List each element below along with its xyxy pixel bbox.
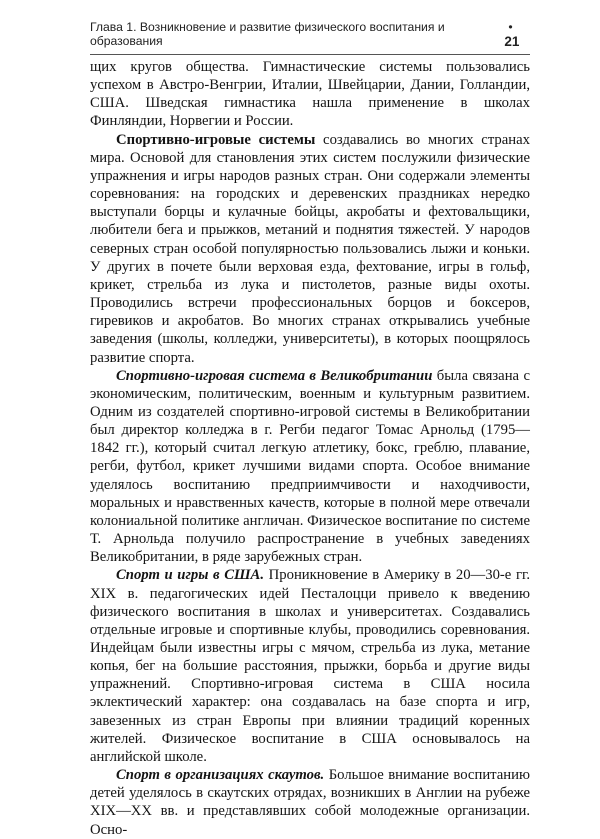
chapter-title: Глава 1. Возникновение и развитие физического воспитания и образования [90, 20, 445, 48]
paragraph-great-britain [90, 367, 530, 567]
page-number-group [504, 20, 530, 49]
paragraph-continuation [90, 58, 530, 131]
paragraph-sport-game-systems [90, 131, 530, 367]
paragraph-heading: Спортивно-игровые системы [116, 131, 316, 148]
paragraph-heading: Спортивно-игровая система в Великобритании [116, 367, 433, 384]
running-header [90, 20, 530, 55]
paragraph-text: Проникновение в Америку в 20—30-е гг. XIX в. педагогических идей Песталоцци привело к введению физического воспитания в школах и университетах. Создавались отдельные игровые и спортивные клубы, проводились соревнования. Индейцам были известны игры с мячом, стрельба из лука, метание копья, бег на большие расстояния, прыжки, борьба и другие виды упражнений. Спортивно-игровая система в США носила эклектический характер: она создавалась на базе спорта и игр, завезенных из стран Европы при влиянии традиций коренных жителей. Физическое воспитание в США основывалось на английской школе. [90, 567, 531, 765]
paragraph-heading: Спорт в организациях скаутов. [116, 767, 325, 784]
paragraph-scouts [90, 766, 530, 839]
paragraph-usa [90, 566, 530, 766]
page-number: 21 [504, 34, 520, 49]
paragraph-text: была связана с экономическим, политическим, военным и культурным развитием. Одним из создателей спортивно-игровой системы в Великобритании был директор колледжа в г. Регби педагог Томас Арнольд (1795—1842 гг.), который считал легкую атлетику, бокс, греблю, плавание, регби, футбол, крикет лучшими видами спорта. Особое внимание уделялось воспитанию предприимчивости и находчивости, моральных и нравственных качеств, которые в полной мере отвечали колониальной политике англичан. Физическое воспитание по системе Т. Арнольда получило распространение в учебных заведениях Великобритании, в ряде зарубежных стран. [90, 367, 530, 566]
paragraph-text: создавались во многих странах мира. Основой для становления этих систем послужили физические упражнения и игры народов разных стран. Они содержали элементы соревнования: на городских и деревенских праздниках нередко выступали борцы и кулачные бойцы, акробаты и фехтовальщики, любители бега и прыжков, метаний и поднятия тяжестей. У народов северных стран особой популярностью пользовались лыжи и коньки. У других в почете были верховая езда, фехтование, игры в гольф, крикет, стрельба из лука и пистолетов, разные виды охоты. Проводились встречи профессиональных борцов и боксеров, гиревиков и акробатов. Во многих странах открывались учебные заведения (школы, колледжи, университеты), в которых поощрялось развитие спорта. [90, 131, 530, 366]
paragraph-heading: Спорт и игры в США. [116, 567, 265, 584]
body-text [90, 58, 530, 839]
header-bullet: • [508, 20, 513, 34]
paragraph-text: щих кругов общества. Гимнастические системы пользовались успехом в Австро-Венгрии, Италии, Швейцарии, Дании, Голландии, США. Шведская гимнастика нашла применение в школах Финляндии, Норвегии и России. [90, 59, 530, 130]
paragraph-text: Большое внимание воспитанию детей уделялось в скаутских отрядах, возникших в Англии на рубеже XIX—XX вв. и представлявших собой молодежные организации. Осно- [90, 767, 530, 838]
